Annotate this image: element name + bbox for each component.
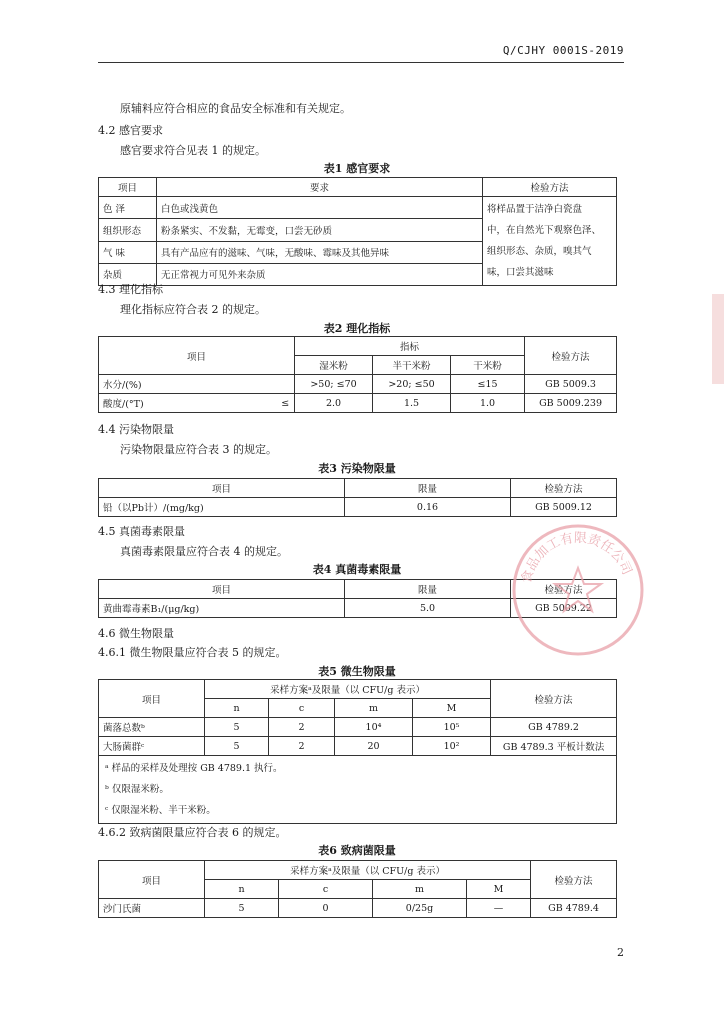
table-cell: 20 [335, 737, 413, 756]
table-cell: 菌落总数ᵇ [99, 718, 205, 737]
table-1-caption: 表1 感官要求 [323, 162, 391, 175]
table-header: 限量 [345, 580, 511, 599]
section-4-6-heading: 4.6 微生物限量 [98, 627, 174, 640]
table-3-contaminants [98, 478, 617, 517]
table-cell: 5 [205, 718, 269, 737]
method-line: 味，口尝其滋味 [487, 267, 554, 278]
section-4-3-heading: 4.3 理化指标 [98, 283, 163, 296]
table-subheader: m [335, 699, 413, 718]
section-4-4-heading: 4.4 污染物限量 [98, 423, 174, 436]
table-cell: 0 [279, 899, 373, 918]
section-4-4-text: 污染物限量应符合表 3 的规定。 [120, 443, 277, 456]
table-cell: 酸度/(°T) [99, 394, 277, 413]
table-subheader: n [205, 880, 279, 899]
table-5-caption: 表5 微生物限量 [318, 665, 396, 678]
table-cell: 5 [205, 899, 279, 918]
table-cell: 2.0 [295, 394, 373, 413]
table-6-pathogens [98, 860, 617, 918]
table-subheader: 半干米粉 [373, 356, 451, 375]
page-number: 2 [617, 946, 624, 959]
method-line: 组织形态、杂质，嗅其气 [487, 246, 592, 257]
table-note: ᵃ 样品的采样及处理按 GB 4789.1 执行。 [105, 763, 283, 774]
table-cell: 水分/(%) [99, 375, 277, 394]
table-cell: 组织形态 [99, 219, 157, 241]
table-cell: 0.16 [345, 498, 511, 517]
table-6-caption: 表6 致病菌限量 [318, 844, 396, 857]
table-cell: GB 5009.12 [511, 498, 617, 517]
table-subheader: 湿米粉 [295, 356, 373, 375]
table-cell: GB 4789.2 [491, 718, 617, 737]
table-cell: 杂质 [99, 263, 157, 285]
table-cell: 5 [205, 737, 269, 756]
table-1-sensory [98, 177, 617, 286]
table-subheader: c [279, 880, 373, 899]
table-cell: GB 5009.22 [511, 599, 617, 618]
table-header: 检验方法 [525, 337, 617, 375]
page-edge-mark [712, 294, 724, 384]
table-cell: >50; ≤70 [295, 375, 373, 394]
table-cell: 2 [269, 737, 335, 756]
table-cell: 0/25g [373, 899, 467, 918]
table-cell: 1.0 [451, 394, 525, 413]
table-cell: 沙门氏菌 [99, 899, 205, 918]
table-5-microbial [98, 679, 617, 824]
table-cell: ≤ [277, 394, 295, 413]
table-cell: ≤15 [451, 375, 525, 394]
method-line: 中，在自然光下观察色泽、 [487, 225, 602, 236]
table-cell: — [467, 899, 531, 918]
table-subheader: c [269, 699, 335, 718]
section-4-2-heading: 4.2 感官要求 [98, 124, 163, 137]
table-cell: GB 5009.3 [525, 375, 617, 394]
table-cell: 具有产品应有的滋味、气味，无酸味、霉味及其他异味 [157, 241, 483, 263]
table-note: ᵇ 仅限湿米粉。 [105, 784, 169, 795]
section-4-5-heading: 4.5 真菌毒素限量 [98, 525, 185, 538]
table-header: 项目 [99, 580, 345, 599]
table-1-method-cell [483, 197, 617, 286]
seal-text: 食品加工有限责任公司 [519, 530, 635, 585]
section-4-2-text: 感官要求符合见表 1 的规定。 [120, 144, 266, 157]
table-header: 项目 [99, 861, 205, 899]
table-3-caption: 表3 污染物限量 [318, 462, 396, 475]
table-2-physicochemical [98, 336, 617, 413]
method-line: 将样品置于洁净白瓷盘 [487, 204, 583, 215]
section-4-6-1-text: 4.6.1 微生物限量应符合表 5 的规定。 [98, 646, 287, 659]
table-4-caption: 表4 真菌毒素限量 [312, 563, 402, 576]
intro-text: 原辅料应符合相应的食品安全标准和有关规定。 [120, 102, 351, 115]
header-rule [98, 62, 624, 63]
seal-star [555, 568, 601, 611]
table-2-caption: 表2 理化指标 [323, 322, 391, 335]
table-cell: 1.5 [373, 394, 451, 413]
table-header: 检验方法 [483, 178, 617, 197]
table-note: ᶜ 仅限湿米粉、半干米粉。 [105, 805, 216, 816]
table-subheader: M [413, 699, 491, 718]
table-cell: 气 味 [99, 241, 157, 263]
table-cell: 无正常视力可见外来杂质 [157, 263, 483, 285]
table-header: 指标 [295, 337, 525, 356]
table-cell: >20; ≤50 [373, 375, 451, 394]
table-cell: 10⁵ [413, 718, 491, 737]
table-cell: 10² [413, 737, 491, 756]
table-subheader: m [373, 880, 467, 899]
table-cell: GB 5009.239 [525, 394, 617, 413]
section-4-6-2-text: 4.6.2 致病菌限量应符合表 6 的规定。 [98, 826, 287, 839]
table-header: 检验方法 [491, 680, 617, 718]
table-cell: GB 4789.3 平板计数法 [491, 737, 617, 756]
table-header: 项目 [99, 479, 345, 498]
table-cell: 2 [269, 718, 335, 737]
section-4-3-text: 理化指标应符合表 2 的规定。 [120, 303, 266, 316]
table-5-notes [99, 756, 617, 824]
table-cell: 10⁴ [335, 718, 413, 737]
table-cell: GB 4789.4 [531, 899, 617, 918]
table-cell: 铅（以Pb计）/(mg/kg) [99, 498, 345, 517]
company-seal-stamp [508, 520, 648, 660]
table-header: 限量 [345, 479, 511, 498]
table-cell [277, 375, 295, 394]
table-cell: 粉条紧实、不发黏，无霉变，口尝无砂质 [157, 219, 483, 241]
table-header: 项目 [99, 337, 295, 375]
table-subheader: n [205, 699, 269, 718]
table-subheader: M [467, 880, 531, 899]
table-cell: 白色或浅黄色 [157, 197, 483, 219]
table-header: 检验方法 [531, 861, 617, 899]
table-cell: 5.0 [345, 599, 511, 618]
table-cell: 黄曲霉毒素B₁/(μg/kg) [99, 599, 345, 618]
table-header: 采样方案ᵃ及限量（以 CFU/g 表示） [205, 680, 491, 699]
table-header: 检验方法 [511, 580, 617, 599]
table-header: 项目 [99, 178, 157, 197]
table-header: 要求 [157, 178, 483, 197]
table-cell: 色 泽 [99, 197, 157, 219]
section-4-5-text: 真菌毒素限量应符合表 4 的规定。 [120, 545, 288, 558]
table-header: 检验方法 [511, 479, 617, 498]
table-subheader: 干米粉 [451, 356, 525, 375]
table-cell: 大肠菌群ᶜ [99, 737, 205, 756]
table-header: 项目 [99, 680, 205, 718]
document-code: Q/CJHY 0001S-2019 [502, 44, 624, 57]
table-header: 采样方案ᵃ及限量（以 CFU/g 表示） [205, 861, 531, 880]
